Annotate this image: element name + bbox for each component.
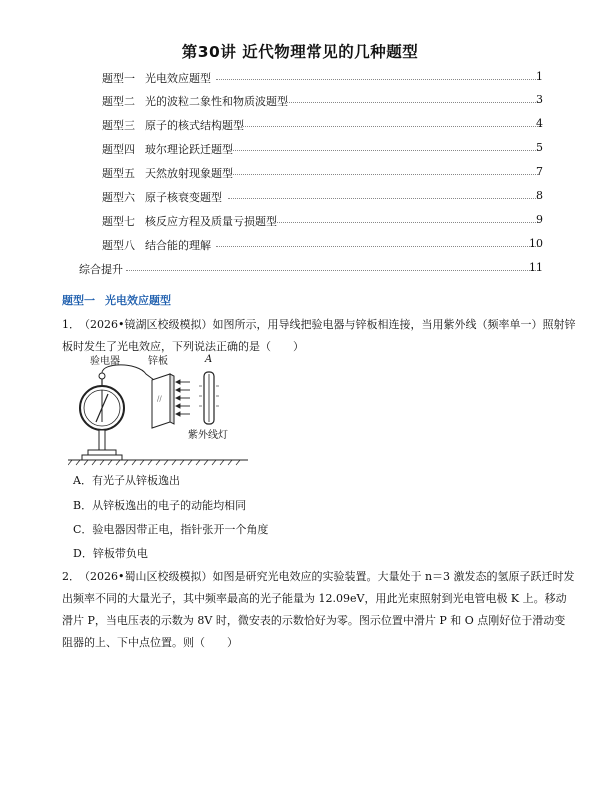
electroscope-label: 验电器	[90, 356, 120, 367]
toc-entry-title: 核反应方程及质量亏损题型	[145, 215, 277, 228]
toc-entry-title: 原子的核式结构题型	[145, 119, 244, 132]
section-title: 光电效应题型	[105, 294, 171, 307]
toc-entry-title: 光电效应题型	[145, 72, 211, 85]
toc-entry-page: 8	[536, 189, 543, 202]
toc-entry[interactable]	[0, 117, 600, 133]
toc-entry[interactable]	[0, 189, 600, 205]
zinc-plate-label: 锌板	[148, 356, 168, 367]
lamp-a-label: A	[205, 354, 213, 365]
option-b[interactable]: B．从锌板逸出的电子的动能均相同	[73, 499, 247, 512]
toc-entry-number: 题型五	[102, 167, 135, 180]
page-title: 第30讲 近代物理常见的几种题型	[181, 43, 419, 61]
uv-lamp-label: 紫外线灯	[188, 430, 228, 441]
zinc-plate-icon	[152, 374, 174, 428]
toc-entry[interactable]	[0, 261, 600, 277]
toc-entry-number: 题型六	[102, 191, 135, 204]
toc-entry-title: 结合能的理解	[145, 239, 211, 252]
toc-entry-number: 题型三	[102, 119, 135, 132]
question-text-line: 滑片 P，当电压表的示数为 8V 时，微安表的示数恰好为零。图示位置中滑片 P 和 O 点刚好位于滑动变	[62, 614, 566, 627]
toc-leader-dots	[239, 126, 540, 127]
toc-entry-number: 题型七	[102, 215, 135, 228]
toc-entry-title: 天然放射现象题型	[145, 167, 233, 180]
uv-lamp-icon	[199, 372, 219, 424]
svg-text://: //	[157, 395, 162, 403]
toc-entry-number: 题型二	[102, 95, 135, 108]
toc-entry[interactable]	[0, 93, 600, 109]
toc-entry-title: 综合提升	[79, 263, 123, 276]
toc-entry-title: 玻尔理论跃迁题型	[145, 143, 233, 156]
toc-leader-dots	[126, 270, 540, 271]
toc-entry-page: 5	[536, 141, 543, 154]
question-text-line: （2026•蜀山区校级模拟）如图是研究光电效应的实验装置。大量处于 n＝3 激发态的氢原子跃迁时发	[79, 570, 575, 583]
toc-entry-number: 题型四	[102, 143, 135, 156]
toc-entry-title: 原子核衰变题型	[145, 191, 222, 204]
toc-entry-page: 11	[529, 261, 543, 274]
toc-leader-dots	[273, 222, 540, 223]
toc-entry-page: 10	[529, 237, 543, 250]
toc-leader-dots	[282, 102, 540, 103]
toc-entry[interactable]	[0, 165, 600, 181]
photoelectric-figure	[68, 356, 268, 466]
toc-entry-page: 3	[536, 93, 543, 106]
toc-leader-dots	[216, 246, 540, 247]
toc-entry[interactable]	[0, 141, 600, 157]
question-text-line: （2026•镜湖区校级模拟）如图所示，用导线把验电器与锌板相连接，当用紫外线（频率单一）照射锌	[79, 318, 576, 331]
toc-entry[interactable]	[0, 237, 600, 253]
question-number: 2．	[62, 570, 80, 583]
question-text-line: 板时发生了光电效应，下列说法正确的是（ ）	[62, 340, 304, 353]
toc-leader-dots	[228, 174, 540, 175]
option-c[interactable]: C．验电器因带正电，指针张开一个角度	[73, 523, 269, 536]
question-number: 1．	[62, 318, 80, 331]
question-text-line: 出频率不同的大量光子，其中频率最高的光子能量为 12.09eV，用此光束照射到光电管电极 K 上。移动	[62, 592, 567, 605]
toc-entry-number: 题型八	[102, 239, 135, 252]
toc-leader-dots	[216, 79, 540, 80]
photoelectric-diagram	[68, 356, 268, 466]
toc-entry-page: 7	[536, 165, 543, 178]
toc-entry-title: 光的波粒二象性和物质波题型	[145, 95, 288, 108]
toc-leader-dots	[228, 150, 540, 151]
option-a[interactable]: A．有光子从锌板逸出	[73, 474, 180, 487]
section-heading	[62, 292, 181, 308]
toc-leader-dots	[228, 198, 540, 199]
toc-entry-number: 题型一	[102, 72, 135, 85]
electroscope-icon	[80, 373, 124, 460]
toc-entry-page: 9	[536, 213, 543, 226]
option-d[interactable]: D．锌板带负电	[73, 547, 148, 560]
toc-entry[interactable]	[0, 70, 600, 86]
toc-entry-page: 4	[536, 117, 543, 130]
toc-entry-page: 1	[536, 70, 543, 83]
toc-entry[interactable]	[0, 213, 600, 229]
section-number: 题型一	[62, 294, 95, 307]
question-text-line: 阻器的上、下中点位置。则（ ）	[62, 636, 238, 649]
